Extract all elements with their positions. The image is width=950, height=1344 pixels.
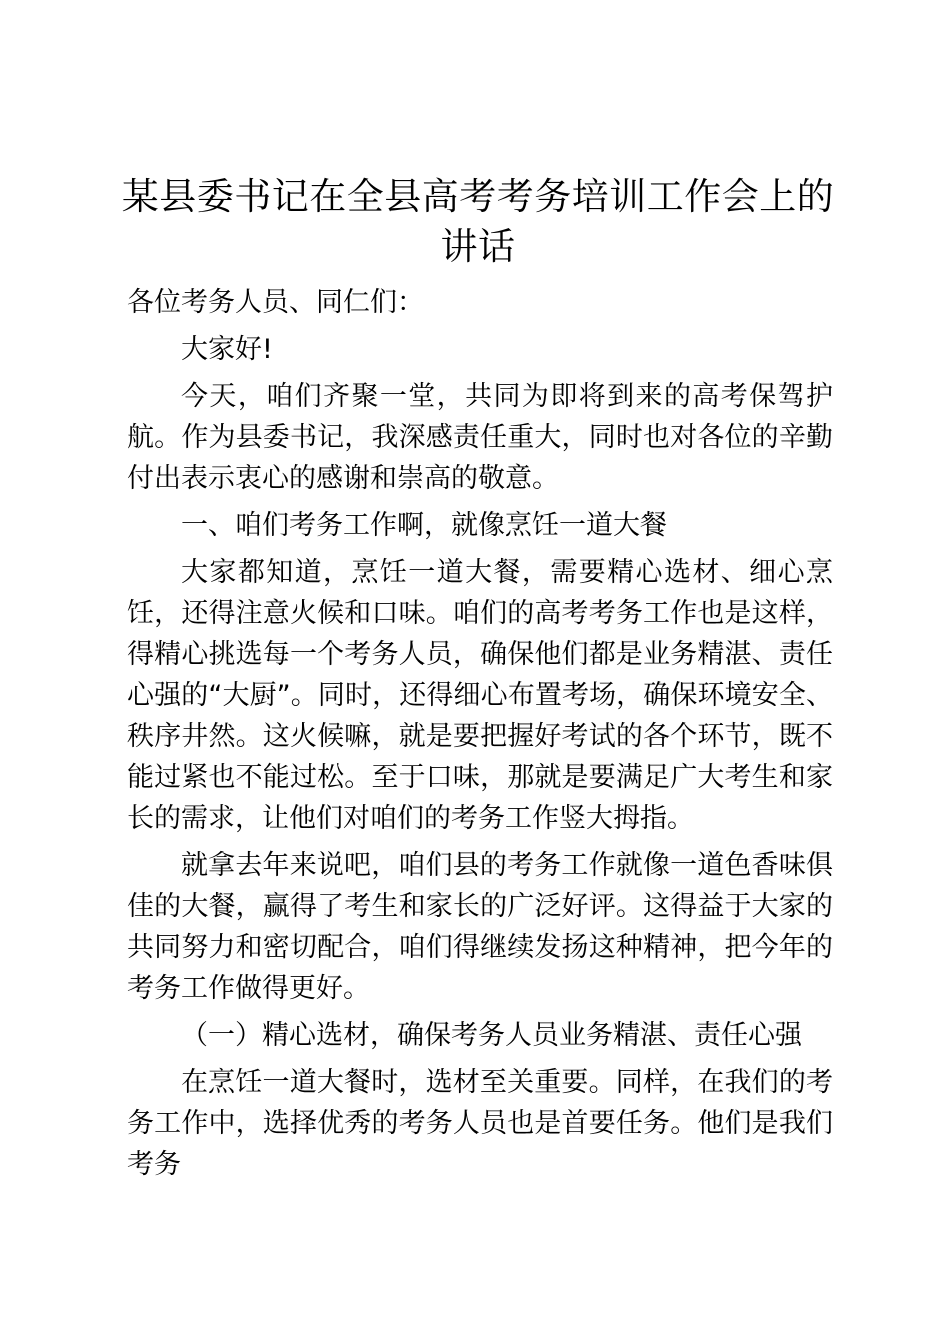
- body-paragraph: 就拿去年来说吧，咱们县的考务工作就像一道色香味俱佳的大餐，赢得了考生和家长的广泛好评。这得益于大家的共同努力和密切配合，咱们得继续发扬这种精神，把今年的考务工作做得更好。: [127, 850, 833, 1004]
- document-title: 某县委书记在全县高考考务培训工作会上的讲话: [121, 175, 835, 268]
- body-paragraph: 在烹饪一道大餐时，选材至关重要。同样，在我们的考务工作中，选择优秀的考务人员也是首要任务。他们是我们考务: [127, 1067, 833, 1180]
- section-heading-1: 一、咱们考务工作啊，就像烹饪一道大餐: [181, 510, 667, 541]
- body-paragraph: 大家都知道，烹饪一道大餐，需要精心选材、细心烹饪，还得注意火候和口味。咱们的高考考务工作也是这样，得精心挑选每一个考务人员，确保他们都是业务精湛、责任心强的“大厨”。同时，还得细心布置考场，确保环境安全、秩序井然。这火候嘛，就是要把握好考试的各个环节，既不能过紧也不能过松。至于口味，那就是要满足广大考生和家长的需求，让他们对咱们的考务工作竖大拇指。: [127, 557, 833, 834]
- salutation: 各位考务人员、同仁们：: [127, 287, 424, 318]
- greeting-paragraph: 大家好!: [181, 334, 273, 365]
- opening-paragraph: 今天，咱们齐聚一堂，共同为即将到来的高考保驾护航。作为县委书记，我深感责任重大，同时也对各位的辛勤付出表示衷心的感谢和崇高的敬意。: [127, 381, 833, 494]
- subsection-heading-1: （一）精心选材，确保考务人员业务精湛、责任心强: [181, 1020, 802, 1051]
- document-body: [127, 282, 833, 1191]
